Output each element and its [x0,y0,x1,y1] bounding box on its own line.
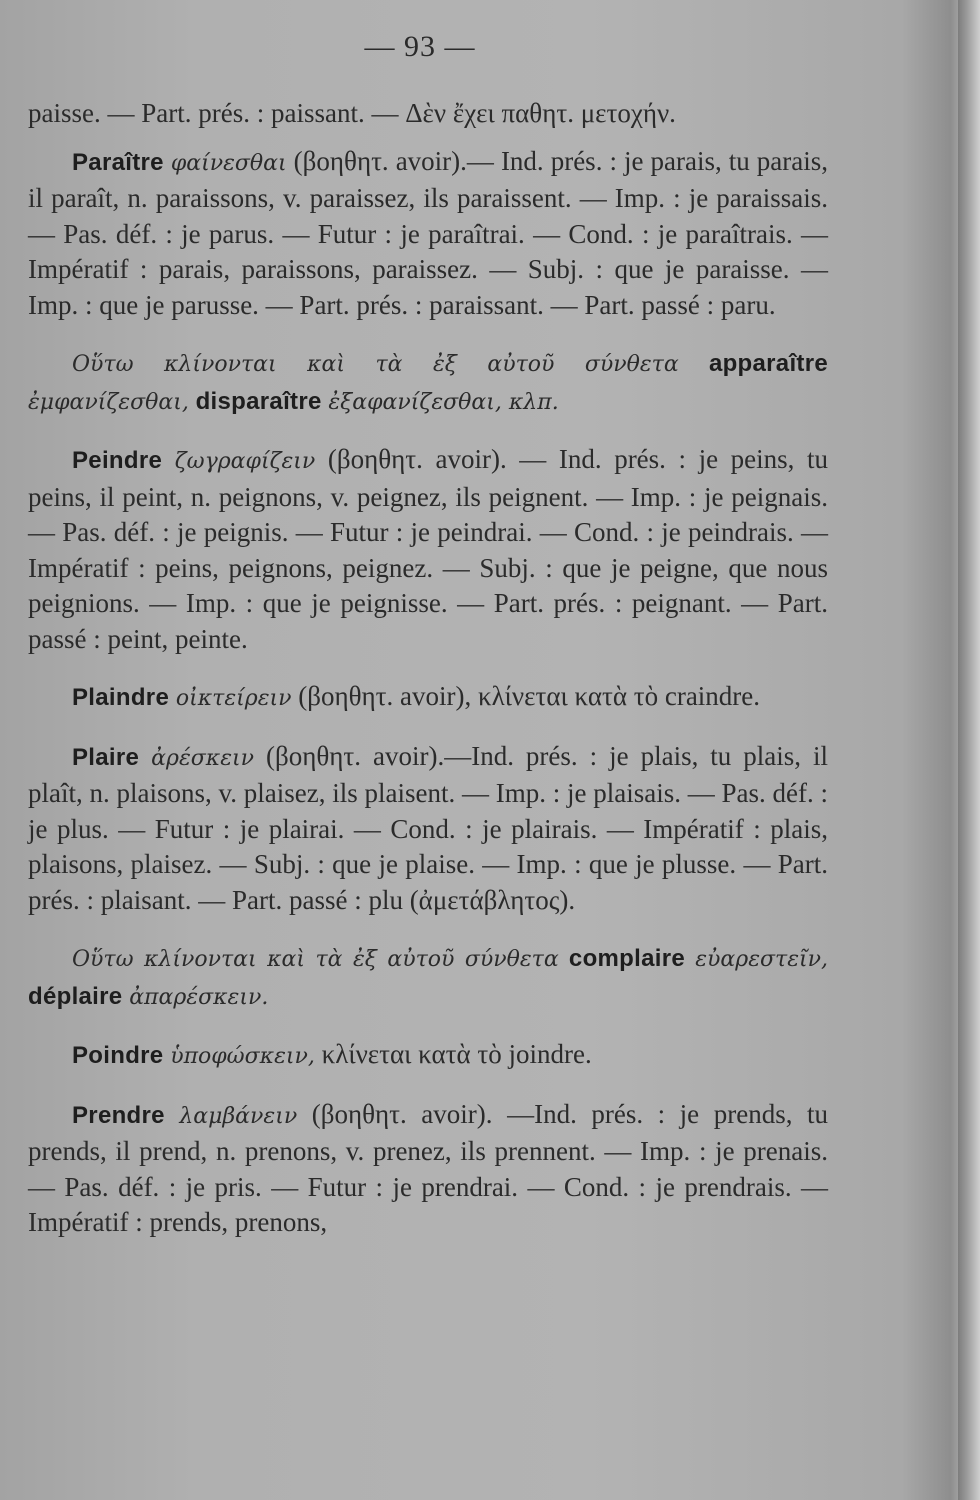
compounds-plaire [28,940,828,1015]
entry-headword: Plaindre [72,684,170,711]
compound-headword-1: complaire [568,945,686,972]
compounds-intro: Οὕτω κλίνονται καὶ τὰ ἐξ αὐτοῦ σύνθετα [72,947,559,972]
compound-gloss-2: ἀπαρέσκειν. [129,984,269,1010]
entry-greek-gloss: φαίνεσθαι [170,150,287,176]
entry-peindre [28,442,828,657]
entry-greek-gloss: ὑποφώσκειν, [170,1044,315,1069]
entry-text: (βοηθητ. avoir).—Ind. prés. : je plais, tu plais, il plaît, n. plaisons, v. plaisez, ils plaisent. — Imp. : je plaisais. — Pas. déf. : je plus. — Futur : je plairai. — Cond. : je plairais. — Impératif : plais, plaisons, plaisez. — Subj. : que je plaise. — Imp. : que je plusse. — Part. prés. : plaisant. — Part. passé : plu (ἀμετάβλητος). [28,740,829,915]
entry-greek-gloss: ἀρέσκειν [151,745,255,771]
compound-headword-2: disparaître [195,387,322,415]
compound-headword-2: déplaire [28,982,123,1010]
paragraph-text: paisse. — Part. prés. : paissant. — Δὲν ἔχει παθητ. μετοχήν. [28,98,676,128]
entry-poindre [28,1037,828,1075]
entry-headword: Plaire [72,743,140,771]
page-number: — 93 — [364,30,476,63]
entry-greek-gloss: οἰκτείρειν [175,686,292,711]
entry-text: (βοηθητ. avoir), κλίνεται κατὰ τὸ craindre. [298,681,761,711]
page-edge-shadow [958,0,980,1500]
entry-text: (βοηθητ. avoir). — Ind. prés. : je peins, tu peins, il peint, n. peignons, v. peignez, ils peignent. — Imp. : je peignais. — Pas. déf. : je peignis. — Futur : je peindrai. — Cond. : je peindrais. — Impératif : peins, peignons, peignez. — Subj. : que je peigne, que nous peignions. — Imp. : que je peignisse. — Part. prés. : peignant. — Part. passé : peint, peinte. [28,444,829,654]
compounds-intro: Οὕτω κλίνονται καὶ τὰ ἐξ αὐτοῦ σύνθετα [72,352,679,377]
entry-text: (βοηθητ. avoir). —Ind. prés. : je prends, tu prends, il prend, n. prenons, v. prenez, ils prennent. — Imp. : je prenais. — Pas. déf. : je pris. — Futur : je prendrai. — Cond. : je prendrais. — Impératif : prends, prenons, [28,1098,828,1237]
entry-plaindre [28,679,828,717]
entry-text: κλίνεται κατὰ τὸ joindre. [321,1039,592,1069]
compound-gloss-1: ἐμφανίζεσθαι, [28,389,189,415]
compound-headword-1: apparaître [708,350,828,377]
entry-paraitre [28,144,828,324]
entry-prendre [28,1097,828,1241]
page-body [28,96,828,1241]
entry-greek-gloss: λαμβάνειν [179,1103,298,1129]
compounds-paraitre [28,345,828,420]
entry-headword: Paraître [72,148,164,176]
entry-headword: Prendre [72,1101,165,1129]
compound-gloss-2: ἐξαφανίζεσθαι, κλπ. [328,389,559,415]
entry-text: (βοηθητ. avoir).— Ind. prés. : je parais, tu parais, il paraît, n. paraissons, v. paraissez, ils paraissent. — Imp. : je paraissais. — Pas. déf. : je parus. — Futur : je paraîtrai. — Cond. : je paraîtrais. — Impératif : parais, paraissons, paraissez. — Subj. : que je paraisse. — Imp. : que je parusse. — Part. prés. : paraissant. — Part. passé : paru. [28,145,829,320]
entry-headword: Peindre [72,447,163,474]
paragraph-paisse-continuation [28,96,828,132]
compound-gloss-1: εὐαρεστεῖν, [695,947,829,972]
entry-greek-gloss: ζωγραφίζειν [174,449,316,474]
entry-plaire [28,739,828,919]
entry-headword: Poindre [72,1042,164,1069]
